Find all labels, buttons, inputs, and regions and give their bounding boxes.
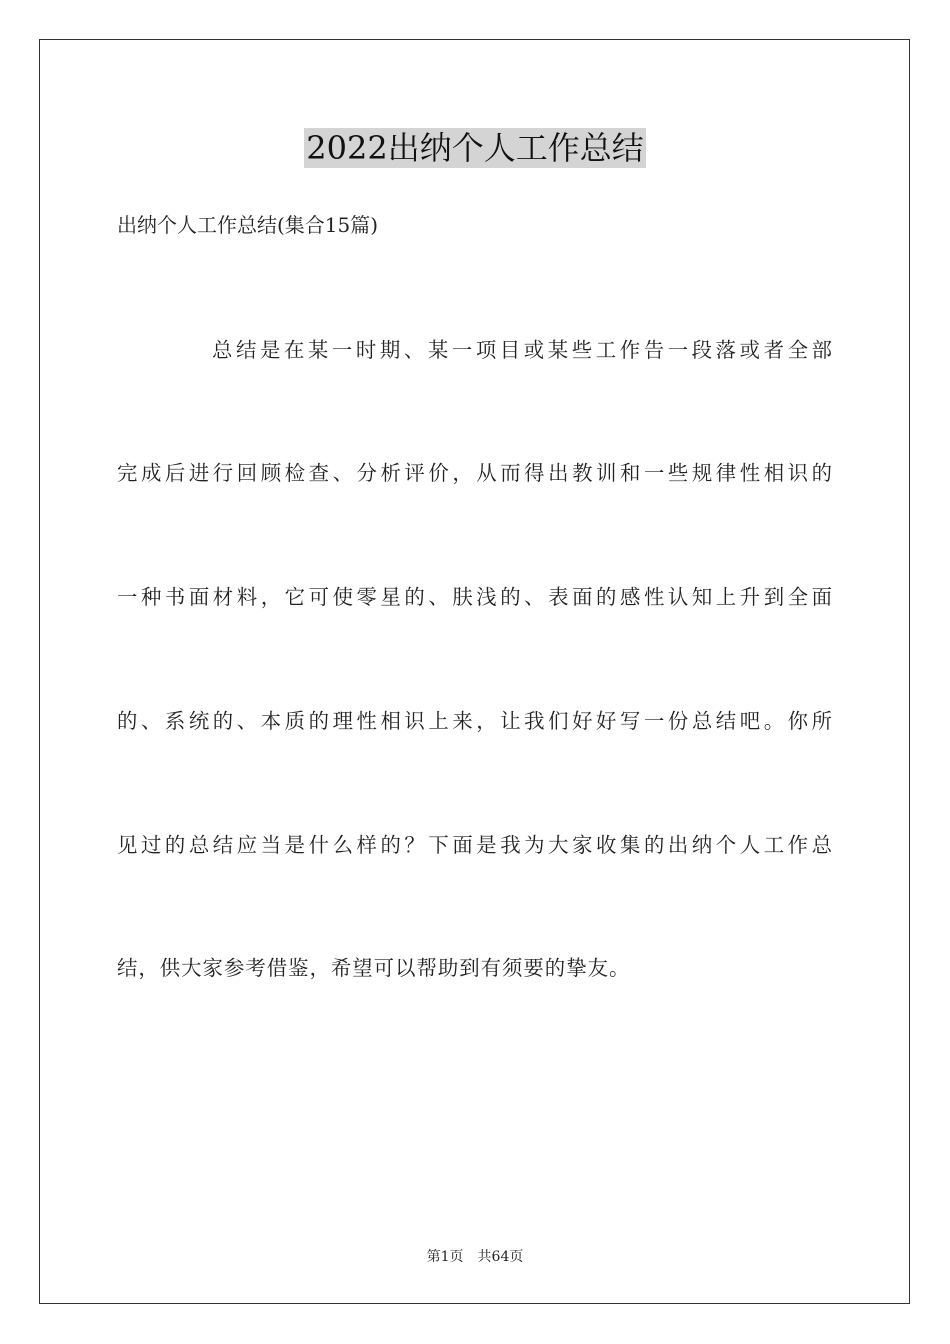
paragraph-line-4: 的、系统的、本质的理性相识上来，让我们好好写一份总结吧。你所 xyxy=(117,709,833,733)
paragraph-line-2: 完成后进行回顾检查、分析评价，从而得出教训和一些规律性相识的 xyxy=(117,461,833,485)
page-number-total: 共64页 xyxy=(477,1249,524,1265)
paragraph-line-5: 见过的总结应当是什么样的？下面是我为大家收集的出纳个人工作总 xyxy=(117,833,833,857)
document-subtitle: 出纳个人工作总结(集合15篇) xyxy=(117,213,379,237)
title-container xyxy=(0,128,950,168)
paragraph-line-6: 结，供大家参考借鉴，希望可以帮助到有须要的挚友。 xyxy=(117,956,631,980)
document-title: 2022出纳个人工作总结 xyxy=(306,129,644,167)
paragraph-line-3: 一种书面材料，它可使零星的、肤浅的、表面的感性认知上升到全面 xyxy=(117,585,833,609)
paragraph-line-1: 总结是在某一时期、某一项目或某些工作告一段落或者全部 xyxy=(212,338,833,362)
page-number-current: 第1页 xyxy=(426,1249,464,1265)
page-footer xyxy=(0,1247,950,1267)
